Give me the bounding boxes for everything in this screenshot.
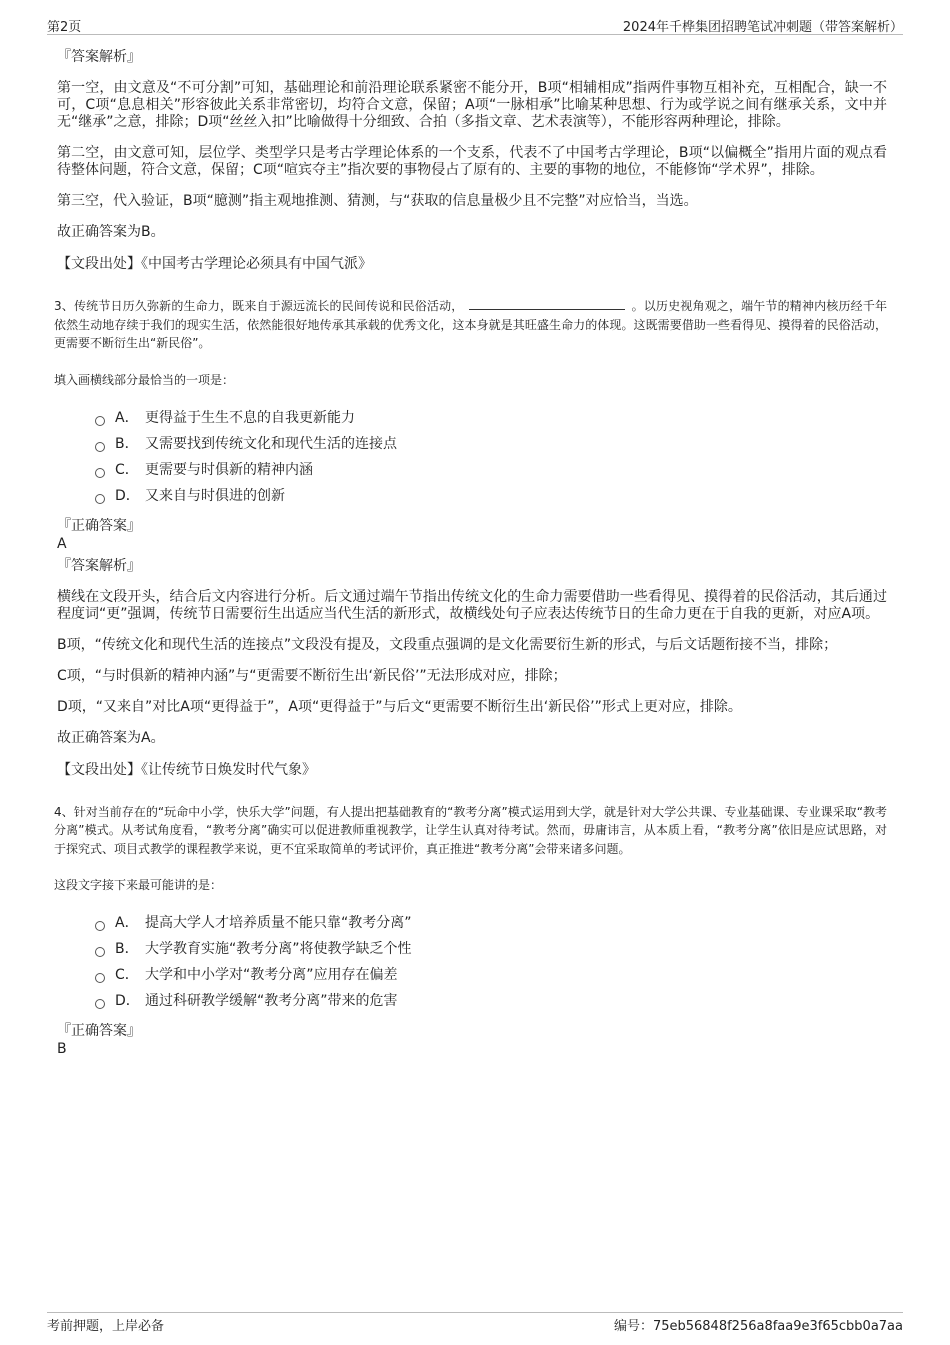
stem-after-blank: 。以历史视角观之，端午节的精神内核历经千年依然生动地存续于我们的现实生活，依然能很好地传承其承载的优秀文化，这本身就是其旺盛生命力的体现。这既需要借助一些看得见、摸得着的民俗活动，更需要不断衍生出“新民俗”。 — [54, 299, 887, 350]
question-4 — [54, 803, 887, 1059]
radio-icon[interactable] — [95, 921, 105, 931]
stem-before-blank: 3、传统节日历久弥新的生命力，既来自于源远流长的民间传说和民俗活动， — [54, 299, 464, 313]
option-a[interactable] — [95, 409, 887, 435]
correct-answer: B — [57, 1041, 67, 1057]
option-letter: C． — [115, 461, 139, 478]
option-d[interactable] — [95, 992, 887, 1018]
analysis-paragraph: 故正确答案为A。 — [57, 729, 165, 746]
option-list — [57, 914, 887, 1018]
text-source: 【文段出处】《中国考古学理论必须具有中国气派》 — [57, 256, 372, 272]
option-text: 更需要与时俱新的精神内涵 — [145, 461, 313, 478]
analysis-paragraph: 第三空，代入验证，B项“臆测”指主观地推测、猜测，与“获取的信息量极少且不完整”对应恰当，当选。 — [57, 193, 698, 209]
analysis-label: 『答案解析』 — [57, 557, 141, 574]
fill-blank-line — [469, 297, 625, 310]
option-a[interactable] — [95, 914, 887, 940]
option-letter: B． — [115, 435, 139, 452]
option-d[interactable] — [95, 487, 887, 513]
question-stem: 4、针对当前存在的“玩命中小学，快乐大学”问题，有人提出把基础教育的“教考分离”模式运用到大学，就是针对大学公共课、专业基础课、专业课采取“教考分离”模式。从考试角度看，“教考分离”确实可以促进教师重视教学，让学生认真对待考试。然而，毋庸讳言，从本质上看，“教考分离”依旧是应试思路，对于探究式、项目式教学的课程教学来说，更不宜采取简单的考试评价，真正推进“教考分离”会带来诸多问题。 — [54, 804, 887, 856]
option-text: 大学和中小学对“教考分离”应用存在偏差 — [145, 967, 398, 983]
question-3 — [54, 297, 887, 779]
document-id: 编号：75eb56848f256a8faa9e3f65cbb0a7aa — [613, 1319, 903, 1334]
option-text: 又需要找到传统文化和现代生活的连接点 — [145, 435, 397, 452]
option-c[interactable] — [95, 966, 887, 992]
analysis-paragraph: B项，“传统文化和现代生活的连接点”文段没有提及，文段重点强调的是文化需要衍生新的形式，与后文话题衔接不当，排除； — [57, 636, 838, 653]
text-source: 【文段出处】《让传统节日焕发时代气象》 — [57, 761, 316, 778]
option-letter: A． — [115, 915, 139, 931]
document-title: 2024年千桦集团招聘笔试冲刺题（带答案解析） — [622, 20, 903, 35]
option-letter: C． — [115, 967, 139, 983]
correct-answer: A — [57, 535, 67, 552]
question-2-analysis — [57, 48, 887, 273]
option-b[interactable] — [95, 940, 887, 966]
answer-label: 『正确答案』 — [57, 517, 141, 534]
radio-icon[interactable] — [95, 442, 105, 452]
option-letter: A． — [115, 409, 139, 426]
analysis-paragraph: D项，“又来自”对比A项“更得益于”，A项“更得益于”与后文“更需要不断衍生出‘新民俗’”形式上更对应，排除。 — [57, 698, 742, 715]
page-header — [47, 14, 903, 35]
page-footer — [47, 1312, 903, 1334]
radio-icon[interactable] — [95, 947, 105, 957]
question-instruction: 填入画横线部分最恰当的一项是： — [54, 372, 235, 387]
analysis-paragraph: 第一空，由文意及“不可分割”可知，基础理论和前沿理论联系紧密不能分开，B项“相辅相成”指两件事物互相补充，互相配合，缺一不可，C项“息息相关”形容彼此关系非常密切，均符合文意，保留；A项“一脉相承”比喻某种思想、行为或学说之间有继承关系，文中并无“继承”之意，排除；D项“丝丝入扣”比喻做得十分细致、合拍（多指文章、艺术表演等），不能形容两种理论，排除。 — [57, 80, 887, 130]
radio-icon[interactable] — [95, 973, 105, 983]
option-c[interactable] — [95, 461, 887, 487]
option-text: 通过科研教学缓解“教考分离”带来的危害 — [145, 993, 398, 1009]
analysis-paragraph: 故正确答案为B。 — [57, 224, 165, 240]
option-letter: D． — [115, 993, 140, 1009]
option-letter: B． — [115, 941, 139, 957]
radio-icon[interactable] — [95, 416, 105, 426]
radio-icon[interactable] — [95, 494, 105, 504]
option-text: 又来自与时俱进的创新 — [145, 487, 285, 504]
question-instruction: 这段文字接下来最可能讲的是： — [54, 878, 223, 892]
option-text: 更得益于生生不息的自我更新能力 — [145, 409, 355, 426]
analysis-paragraph: 第二空，由文意可知，层位学、类型学只是考古学理论体系的一个支系，代表不了中国考古学理论，B项“以偏概全”指用片面的观点看待整体问题，符合文意，保留；C项“喧宾夺主”指次要的事物侵占了原有的、主要的事物的地位，不能修饰“学术界”，排除。 — [57, 145, 887, 178]
answer-label: 『正确答案』 — [57, 1023, 141, 1039]
footer-slogan: 考前押题，上岸必备 — [47, 1319, 165, 1334]
analysis-paragraph: C项，“与时俱新的精神内涵”与“更需要不断衍生出‘新民俗’”无法形成对应，排除； — [57, 667, 567, 684]
radio-icon[interactable] — [95, 468, 105, 478]
option-letter: D． — [115, 487, 140, 504]
page-number: 第2页 — [47, 20, 82, 35]
option-text: 提高大学人才培养质量不能只靠“教考分离” — [145, 915, 412, 931]
option-text: 大学教育实施“教考分离”将使教学缺乏个性 — [145, 941, 412, 957]
analysis-label: 『答案解析』 — [57, 49, 141, 65]
page-content — [54, 48, 887, 1062]
radio-icon[interactable] — [95, 999, 105, 1009]
option-b[interactable] — [95, 435, 887, 461]
question-stem — [54, 297, 887, 353]
option-list — [57, 409, 887, 513]
analysis-paragraph: 横线在文段开头，结合后文内容进行分析。后文通过端午节指出传统文化的生命力需要借助一些看得见、摸得着的民俗活动，其后通过程度词“更”强调，传统节日需要衍生出适应当代生活的新形式，故横线处句子应表达传统节日的生命力更在于自我的更新，对应A项。 — [57, 588, 887, 622]
